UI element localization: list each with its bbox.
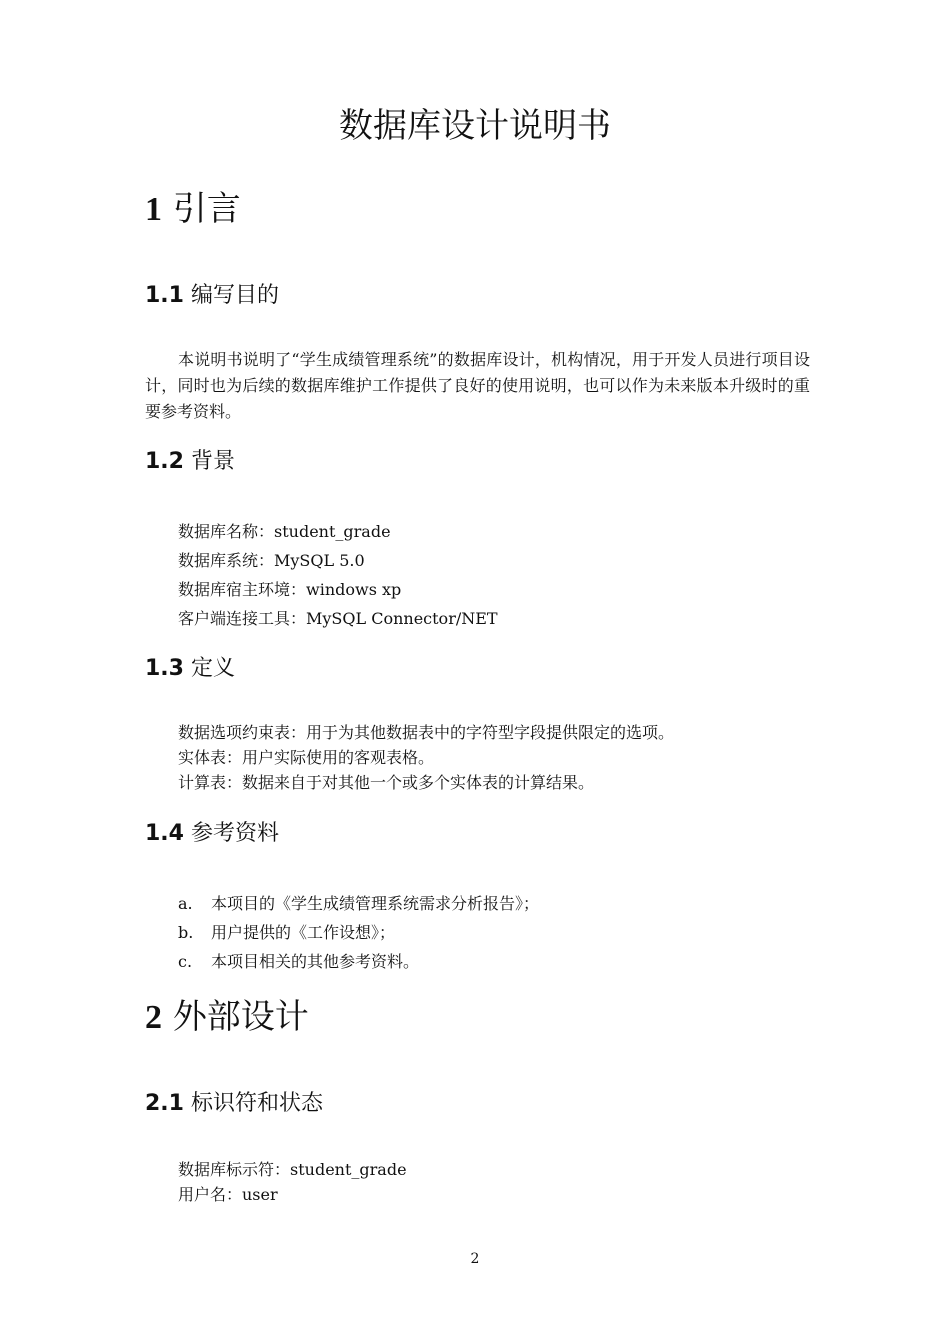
list-marker: b. [178,923,194,942]
heading-text: 外部设计 [172,997,309,1037]
list-item-text: 用户提供的《工作设想》； [211,923,396,942]
heading-text: 背景 [190,449,235,474]
heading-2-external-design [145,992,309,1043]
heading-1-1-purpose [145,280,279,312]
heading-number: 2.1 [145,1091,184,1116]
heading-text: 标识符和状态 [190,1091,323,1116]
heading-text: 编写目的 [190,283,279,308]
list-item-text: 本项目的《学生成绩管理系统需求分析报告》； [211,894,540,913]
heading-number: 1.4 [145,821,184,846]
background-line: 客户端连接工具：MySQL Connector/NET [178,609,498,628]
heading-2-1-identifiers [145,1088,323,1120]
definition-line: 实体表：用户实际使用的客观表格。 [178,748,435,767]
list-marker: c. [178,952,193,971]
heading-number: 1.3 [145,656,184,681]
background-line: 数据库名称：student_grade [178,522,391,541]
definition-line: 计算表：数据来自于对其他一个或多个实体表的计算结果。 [178,773,595,792]
heading-text: 定义 [190,656,235,681]
reference-item [178,891,539,917]
reference-item [178,949,419,975]
heading-1-3-definitions [145,653,235,685]
heading-1-4-references [145,818,279,850]
background-line: 数据库宿主环境：windows xp [178,580,402,599]
heading-text: 引言 [172,189,241,229]
list-marker: a. [178,894,193,913]
document-title: 数据库设计说明书 [339,106,611,146]
reference-item [178,920,395,946]
page-number: 2 [470,1251,480,1267]
definition-line: 数据选项约束表：用于为其他数据表中的字符型字段提供限定的选项。 [178,723,675,742]
heading-1-introduction [145,184,241,235]
list-item-text: 本项目相关的其他参考资料。 [211,952,420,971]
identifier-line: 用户名：user [178,1185,278,1204]
heading-number: 2 [145,999,162,1036]
heading-number: 1.1 [145,283,184,308]
background-line: 数据库系统：MySQL 5.0 [178,551,365,570]
heading-1-2-background [145,446,235,478]
heading-number: 1 [145,191,162,228]
heading-text: 参考资料 [190,821,279,846]
heading-number: 1.2 [145,449,184,474]
identifier-line: 数据库标示符：student_grade [178,1160,407,1179]
purpose-paragraph: 本说明书说明了“学生成绩管理系统”的数据库设计，机构情况，用于开发人员进行项目设计，同时也为后续的数据库维护工作提供了良好的使用说明，也可以作为未来版本升级时的重要参考资料。 [145,350,810,421]
